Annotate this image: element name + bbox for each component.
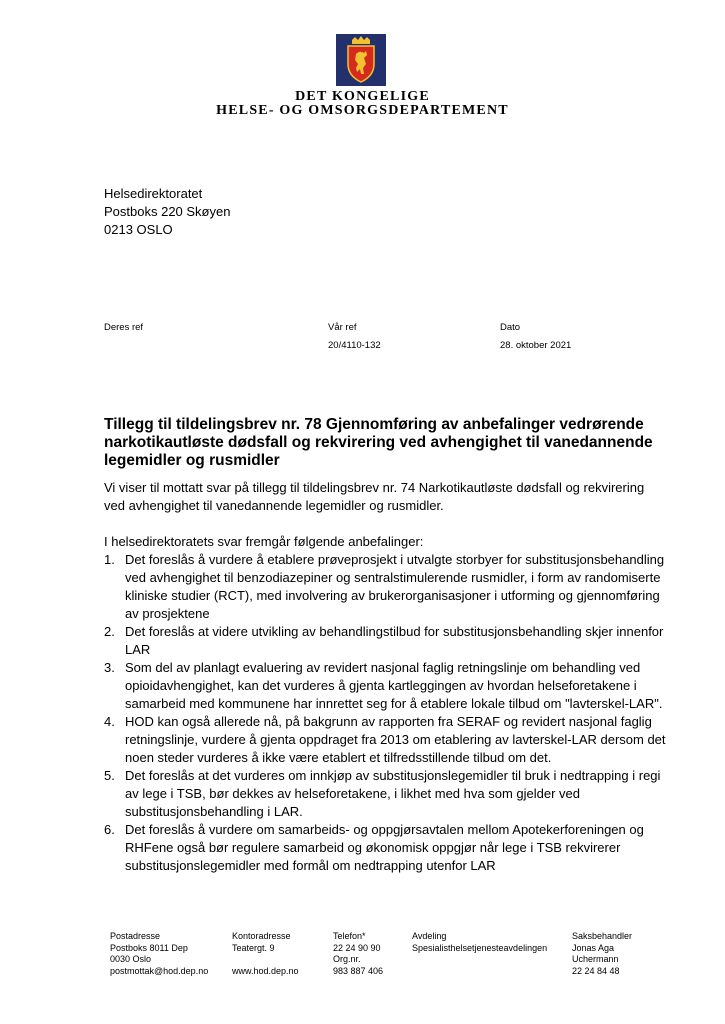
lead-paragraph: I helsedirektoratets svar fremgår følgende anbefalinger: bbox=[104, 534, 424, 549]
footer-label: Telefon* bbox=[333, 931, 366, 941]
footer-label: Avdeling bbox=[412, 931, 447, 941]
list-item bbox=[104, 551, 666, 623]
recipient-address bbox=[104, 185, 230, 239]
letterhead-line-2: HELSE- OG OMSORGSDEPARTEMENT bbox=[216, 103, 509, 118]
footer-line: Spesialisthelsetjenesteavdelingen bbox=[412, 942, 548, 953]
recipient-city: 0213 OSLO bbox=[104, 222, 173, 237]
deres-ref-label: Deres ref bbox=[104, 322, 144, 333]
footer-line: 22 24 84 48 bbox=[572, 965, 620, 976]
recipient-street: Postboks 220 Skøyen bbox=[104, 204, 231, 219]
footer-line: 22 24 90 90 bbox=[333, 942, 381, 953]
var-ref bbox=[328, 319, 381, 355]
list-text: HOD kan også allerede nå, på bakgrunn av rapporten fra SERAF og revidert nasjonal faglig retningslinje, vurdere å gjenta oppdraget fra 2013 om etablering av lavterskel-LAR dersom det noen steder vurderes å ikke være etablert et tilfredsstillende tilbud om det. bbox=[125, 714, 666, 765]
dato-label: Dato bbox=[500, 322, 521, 333]
recipient-name: Helsedirektoratet bbox=[104, 186, 203, 201]
list-number: 4. bbox=[104, 714, 115, 729]
list-text: Som del av planlagt evaluering av revidert nasjonal faglig retningslinje om behandling ved opioidavhengighet, kan det vurderes å gjenta kartleggingen av hvordan helseforetakene i samarbeid med kommunene har innrettet seg for å etablere lokale tilbud om "lavterskel-LAR". bbox=[125, 660, 663, 711]
footer-email: postmottak@hod.dep.no bbox=[110, 965, 209, 976]
list-text: Det foreslås å vurdere om samarbeids- og oppgjørsavtalen mellom Apotekerforeningen og RHFene også bør regulere samarbeid og økonomisk oppgjør når lege i TSB rekvirerer substitusjonslegemidler med formål om nedtrapping utenfor LAR bbox=[125, 822, 644, 873]
list-text: Det foreslås å vurdere å etablere prøveprosjekt i utvalgte storbyer for substitusjonsbehandling ved avhengighet til benzodiazepiner og sentralstimulerende rusmidler, i form av randomiserte kliniske studier (RCT), med involvering av brukerorganisasjoner i utforming og gjennomføring av prosjektene bbox=[125, 552, 665, 621]
footer-avdeling bbox=[412, 931, 547, 954]
coat-of-arms-icon bbox=[336, 34, 386, 86]
list-item bbox=[104, 659, 666, 713]
list-number: 2. bbox=[104, 624, 115, 639]
footer-kontoradresse bbox=[232, 931, 299, 977]
dato-value: 28. oktober 2021 bbox=[500, 340, 572, 351]
footer-label: Kontoradresse bbox=[232, 931, 291, 941]
footer-line: Uchermann bbox=[572, 954, 619, 964]
dato bbox=[500, 319, 571, 355]
footer-line: Org.nr. bbox=[333, 954, 361, 964]
footer-line: Postboks 8011 Dep bbox=[110, 942, 188, 953]
footer-label: Saksbehandler bbox=[572, 931, 633, 941]
list-number: 3. bbox=[104, 660, 115, 675]
list-text: Det foreslås at det vurderes om innkjøp av substitusjonslegemidler til bruk i nedtrapping i regi av lege i TSB, bør dekkes av helseforetakene, i likhet med hva som gjelder ved substitusjonsbehandling i LAR. bbox=[125, 768, 661, 819]
intro-paragraph: Vi viser til mottatt svar på tillegg til tildelingsbrev nr. 74 Narkotikautløste dødsfall og rekvirering ved avhengighet til vanedannende legemidler og rusmidler. bbox=[104, 480, 645, 513]
list-item bbox=[104, 713, 666, 767]
letter-title: Tillegg til tildelingsbrev nr. 78 Gjennomføring av anbefalinger vedrørende narkotikautløste dødsfall og rekvirering ved avhengighet til vanedannende legemidler og rusmidler bbox=[104, 416, 653, 469]
footer-website: www.hod.dep.no bbox=[232, 965, 299, 976]
footer-line: Jonas Aga bbox=[572, 942, 615, 953]
recommendations-list bbox=[104, 551, 666, 875]
letterhead-line-1: DET KONGELIGE bbox=[295, 89, 430, 104]
footer-line: Teatergt. 9 bbox=[232, 942, 275, 953]
list-number: 6. bbox=[104, 822, 115, 837]
list-item bbox=[104, 623, 666, 659]
footer-saksbehandler bbox=[572, 931, 632, 977]
footer-line bbox=[232, 954, 299, 966]
footer-telefon bbox=[333, 931, 383, 977]
var-ref-label: Vår ref bbox=[328, 322, 357, 333]
footer-label: Postadresse bbox=[110, 931, 161, 941]
footer-postadresse bbox=[110, 931, 208, 977]
list-number: 1. bbox=[104, 552, 115, 567]
list-item bbox=[104, 821, 666, 875]
footer-line: 983 887 406 bbox=[333, 965, 384, 976]
list-number: 5. bbox=[104, 768, 115, 783]
footer-line: 0030 Oslo bbox=[110, 954, 152, 964]
var-ref-value: 20/4110-132 bbox=[328, 340, 381, 351]
deres-ref bbox=[104, 319, 143, 337]
list-text: Det foreslås at videre utvikling av behandlingstilbud for substitusjonsbehandling skjer innenfor LAR bbox=[125, 624, 664, 657]
list-item bbox=[104, 767, 666, 821]
